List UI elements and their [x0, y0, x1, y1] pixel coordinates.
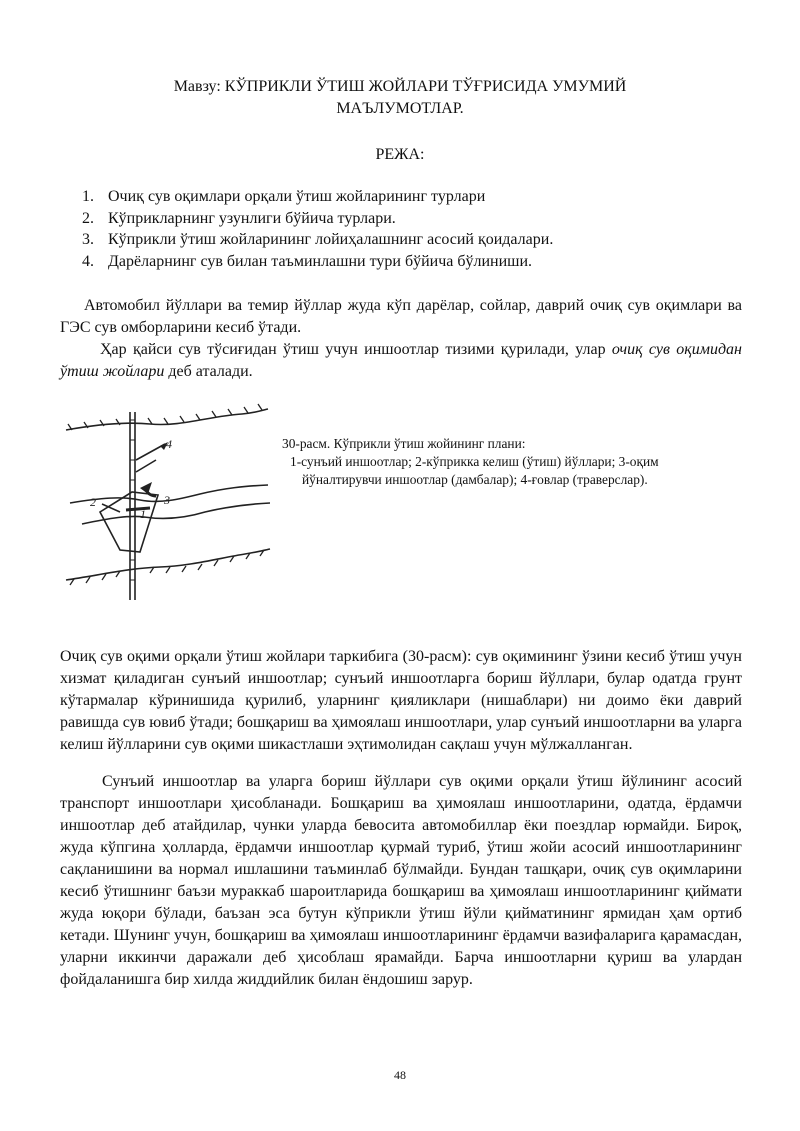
figure-label-2: 2: [90, 495, 96, 509]
caption-title: 30-расм. Кўприкли ўтиш жойининг плани:: [282, 436, 526, 451]
bridge-plan-drawing: [60, 400, 275, 605]
caption-legend-line1: 1-сунъий иншоотлар; 2-кўприкка келиш (ўтиш) йўллари; 3-оқим: [290, 454, 659, 469]
intro-paragraph: Автомобил йўллари ва темир йўллар жуда кўп дарёлар, сойлар, даврий очиқ сув оқимлари ва ГЭС сув омборларини кесиб ўтади.: [60, 297, 742, 336]
guide-dam: [126, 508, 150, 510]
plan-item-number: 1.: [82, 188, 94, 205]
plan-item: [82, 186, 553, 208]
plan-item: [82, 251, 553, 273]
figure-label-4: 4: [166, 437, 172, 451]
plan-item-text: Кўприкли ўтиш жойларининг лойиҳалашнинг асосий қоидалари.: [108, 231, 554, 248]
bridge-crossing-plan-figure: [60, 400, 275, 605]
plan-item-number: 3.: [82, 231, 94, 248]
figure-caption: [282, 435, 752, 489]
plan-item: [82, 229, 553, 251]
plan-item: [82, 208, 553, 230]
top-bank-line: [66, 409, 268, 430]
bottom-bank-line: [66, 549, 270, 580]
definition-text-start: Ҳар қайси сув тўсиғидан ўтиш учун иншоотлар тизими қурилади, улар: [100, 341, 612, 358]
definition-paragraph: [60, 339, 742, 383]
plan-list: [82, 186, 553, 272]
composition-paragraph: Очиқ сув оқими орқали ўтиш жойлари таркибига (30-расм): сув оқимининг ўзини кесиб ўтиш учун хизмат қиладиган сунъий иншоотлар; сунъий иншоотларга бориш йўллари, булар одатда грунт кўтармалар кўринишида қурилиб, уларнинг қияликлари (нишаблари) ни доимо ёки даврий равишда сув ювиб ўтади; бошқариш ва ҳимоялаш иншоотлари, улар сунъий иншоотларни ва уларга келиш йўлларини сув оқими шикастлаши эҳтимолидан сақлаш учун мўлжалланган.: [60, 648, 742, 753]
figure-label-3: 3: [164, 493, 170, 507]
topic-title-line2: МАЪЛУМОТЛАР.: [336, 100, 464, 117]
definition-term: очиқ сув оқимидан ўтиш жойлари: [60, 341, 742, 380]
plan-item-text: Кўприкларнинг узунлиги бўйича турлари.: [108, 209, 396, 227]
figure-label-1: 1: [140, 507, 146, 521]
plan-item-text: Очиқ сув оқимлари орқали ўтиш жойларининг турлари: [108, 188, 486, 205]
plan-heading: РЕЖА:: [375, 146, 425, 163]
definition-text-end: деб аталади.: [164, 363, 253, 380]
topic-title: [60, 76, 740, 120]
groyne-line: [136, 460, 156, 472]
page-number: 48: [394, 1068, 406, 1082]
structures-paragraph: Сунъий иншоотлар ва уларга бориш йўллари сув оқими орқали ўтиш йўлининг асосий транспорт иншоотлари ҳисобланади. Бошқариш ва ҳимоялаш иншоотларини, одатда, ёрдамчи иншоотлар деб атайдилар, чунки уларда бевосита автомобиллар ёки поездлар юрмайди. Бироқ, жуда кўпгина ҳолларда, ёрдамчи иншоотлар қурмай туриб, ўтиш жойи асосий иншоотларининг сақланишини ва нормал ишлашини таъминлаб бўлмайди. Бундан ташқари, очиқ сув оқимларини кесиб ўтишнинг баъзи мураккаб шароитларида бошқариш ва ҳимоялаш иншоотларининг қиймати жуда юқори бўлади, баъзан эса бутун кўприкли ўтиш йўли қийматининг ярмидан ҳам ортиб кетади. Шунинг учун, бошқариш ва ҳимоялаш иншоотларининг ёрдамчи вазифаларига қарамасдан, уларни иккинчи даражали деб ҳисоблаш ярамайди. Барча иншоотларни қуриш ва улардан фойдаланишга бир хилда жиддийлик билан ёндошиш зарур.: [60, 773, 742, 988]
plan-item-text: Дарёларнинг сув билан таъминлашни тури бўйича бўлиниши.: [108, 252, 533, 270]
caption-legend-line2: йўналтирувчи иншоотлар (дамбалар); 4-ғовлар (траверслар).: [302, 472, 648, 487]
plan-item-number: 4.: [82, 252, 94, 270]
topic-title-line1: Мавзу: КЎПРИКЛИ ЎТИШ ЖОЙЛАРИ ТЎҒРИСИДА УМУМИЙ: [173, 78, 627, 95]
plan-item-number: 2.: [82, 209, 94, 227]
